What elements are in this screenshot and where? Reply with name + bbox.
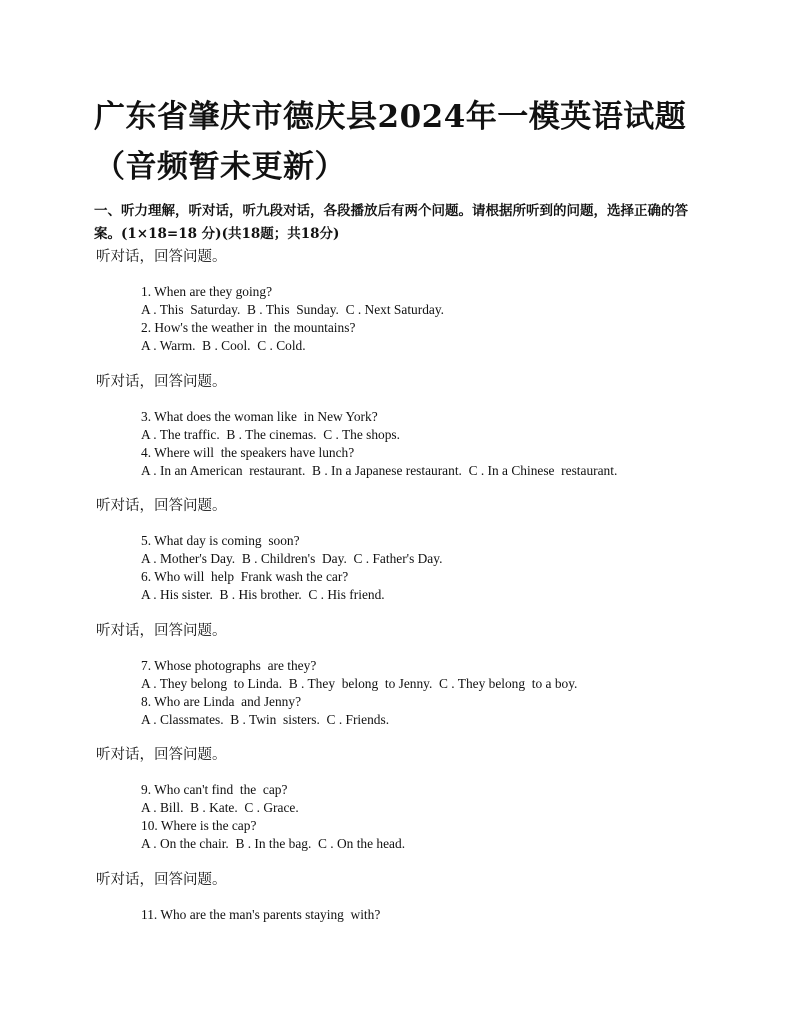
question-text: 8. Who are Linda and Jenny? bbox=[141, 694, 302, 709]
group-instruction: 听对话，回答问题。 bbox=[96, 498, 227, 514]
question-text: 10. Where is the cap? bbox=[141, 818, 257, 833]
question-text: 9. Who can't find the cap? bbox=[141, 782, 288, 797]
question-list bbox=[0, 408, 794, 480]
answer-options: A . This Saturday. B . This Sunday. C . Next Saturday. bbox=[141, 302, 445, 317]
answer-options: A . They belong to Linda. B . They belong to Jenny. C . They belong to a boy. bbox=[141, 676, 578, 691]
answer-options: A . Mother's Day. B . Children's Day. C . Father's Day. bbox=[141, 551, 443, 566]
group-instruction: 听对话，回答问题。 bbox=[96, 747, 227, 763]
document-title: 广东省肇庆市德庆县2024年一模英语试题（音频暂未更新） bbox=[94, 99, 687, 185]
answer-options: A . His sister. B . His brother. C . His friend. bbox=[141, 587, 385, 602]
question-text: 5. What day is coming soon? bbox=[141, 533, 300, 548]
question-group bbox=[0, 247, 794, 355]
answer-options: A . The traffic. B . The cinemas. C . The shops. bbox=[141, 427, 400, 442]
group-instruction: 听对话，回答问题。 bbox=[96, 623, 227, 639]
question-group bbox=[0, 496, 794, 604]
question-text: 2. How's the weather in the mountains? bbox=[141, 320, 356, 335]
group-instruction: 听对话，回答问题。 bbox=[96, 374, 227, 390]
answer-options: A . On the chair. B . In the bag. C . On the head. bbox=[141, 836, 406, 851]
question-text: 11. Who are the man's parents staying with? bbox=[141, 907, 381, 922]
question-text: 3. What does the woman like in New York? bbox=[141, 409, 378, 424]
question-text: 4. Where will the speakers have lunch? bbox=[141, 445, 355, 460]
question-list bbox=[0, 283, 794, 355]
question-text: 6. Who will help Frank wash the car? bbox=[141, 569, 349, 584]
section-heading: 一、听力理解，听对话，听九段对话，各段播放后有两个问题。请根据所听到的问题，选择正确的答案。(1×18=18 分)(共18题；共18分) bbox=[94, 203, 688, 242]
group-instruction: 听对话，回答问题。 bbox=[96, 872, 227, 888]
question-group bbox=[0, 870, 794, 924]
question-text: 7. Whose photographs are they? bbox=[141, 658, 317, 673]
question-list bbox=[0, 657, 794, 729]
answer-options: A . Bill. B . Kate. C . Grace. bbox=[141, 800, 299, 815]
question-group bbox=[0, 621, 794, 729]
question-group bbox=[0, 745, 794, 853]
question-list bbox=[0, 781, 794, 853]
answer-options: A . Warm. B . Cool. C . Cold. bbox=[141, 338, 306, 353]
answer-options: A . Classmates. B . Twin sisters. C . Friends. bbox=[141, 712, 390, 727]
question-text: 1. When are they going? bbox=[141, 284, 273, 299]
answer-options: A . In an American restaurant. B . In a Japanese restaurant. C . In a Chinese restaurant. bbox=[141, 463, 618, 478]
question-list bbox=[0, 532, 794, 604]
question-group bbox=[0, 372, 794, 480]
question-list bbox=[0, 906, 794, 924]
group-instruction: 听对话，回答问题。 bbox=[96, 249, 227, 265]
